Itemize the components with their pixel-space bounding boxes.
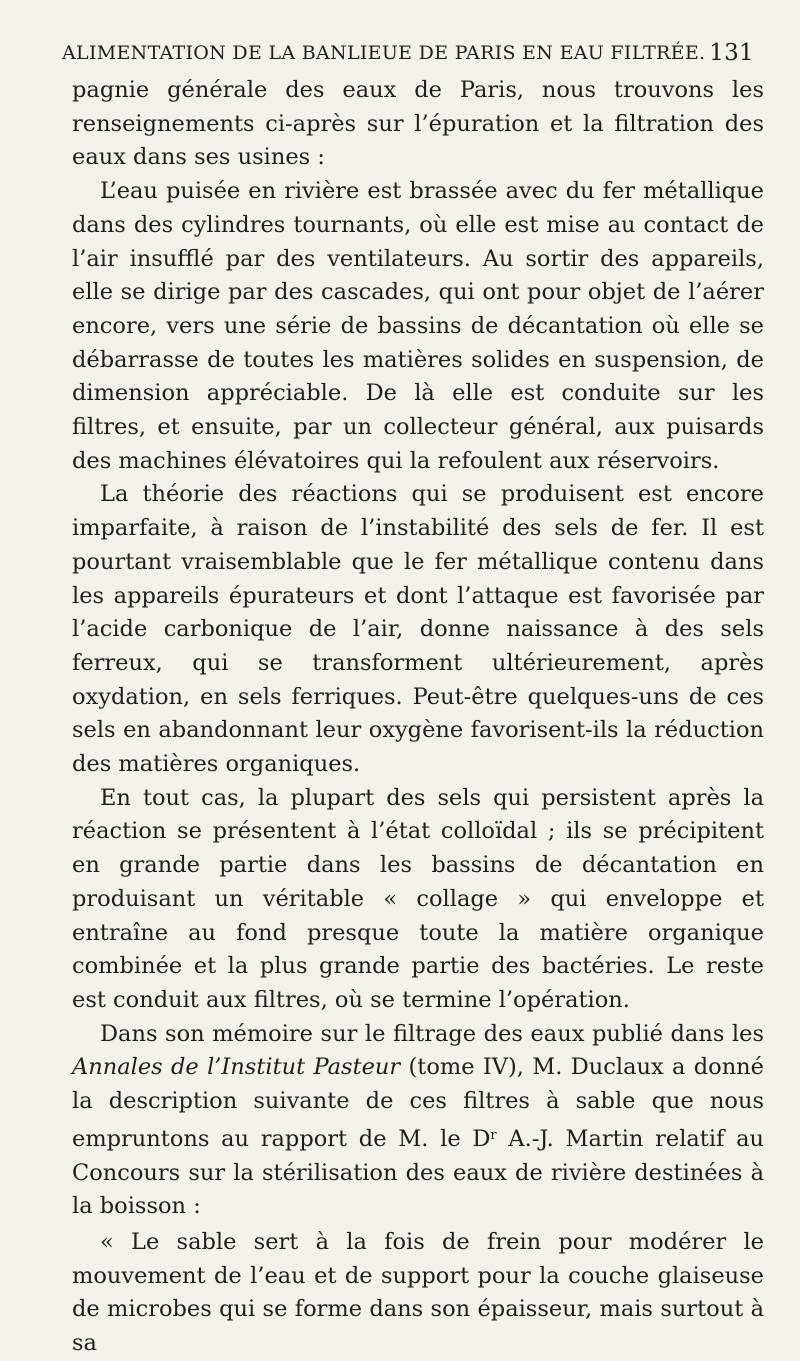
paragraph: En tout cas, la plupart des sels qui persistent après la réaction se présentent à l’état colloïdal ; ils se précipitent en grande partie dans les bassins de décantation en produisant un véritable « collage » qui enveloppe et entraîne au fond presque toute la matière organique combinée et la plus grande partie des bactéries. Le reste est conduit aux filtres, où se termine l’opération. [72, 784, 764, 1013]
paragraph-text: Dans son mémoire sur le filtrage des eaux publié dans les [100, 1020, 764, 1047]
journal-title: Annales de l’Institut Pasteur [72, 1054, 401, 1081]
paragraph [72, 1018, 764, 1224]
page-number: 131 [709, 40, 754, 66]
quotation-paragraph: « Le sable sert à la fois de frein pour modérer le mouvement de l’eau et de support pour la couche glaiseuse de microbes qui se forme dans son épaisseur, mais surtout à sa [72, 1228, 764, 1357]
paragraph: pagnie générale des eaux de Paris, nous trouvons les renseignements ci-après sur l’épuration et la filtration des eaux dans ses usines : [72, 77, 764, 171]
paragraph: L’eau puisée en rivière est brassée avec du fer métallique dans des cylindres tournants, où elle est mise au contact de l’air insufflé par des ventilateurs. Au sortir des appareils, elle se dirige par des cascades, qui ont pour objet de l’aérer encore, vers une série de bassins de décantation où elle se débarrasse de toutes les matières solides en suspension, de dimension appréciable. De là elle est conduite sur les filtres, et ensuite, par un collecteur général, aux puisards des machines élévatoires qui la refoulent aux réservoirs. [72, 178, 764, 474]
paragraph: La théorie des réactions qui se produisent est encore imparfaite, à raison de l’instabilité des sels de fer. Il est pourtant vraisemblable que le fer métallique contenu dans les appareils épurateurs et dont l’attaque est favorisée par l’acide carbonique de l’air, donne naissance à des sels ferreux, qui se transforment ultérieurement, après oxydation, en sels ferriques. Peut-être quelques-uns de ces sels en abandonnant leur oxygène favorisent-ils la réduction des matières organiques. [72, 481, 764, 778]
paragraph-text: (tome IV), M. Duclaux a donné la description suivante de ces filtres à sable que nous empruntons au rapport de M. le D [72, 1054, 764, 1152]
paragraph-text: A.-J. Martin relatif au Concours sur la stérilisation des eaux de rivière destinées à la boisson : [72, 1125, 764, 1220]
superscript: r [490, 1127, 497, 1143]
page-body [72, 74, 764, 1361]
running-title: ALIMENTATION DE LA BANLIEUE DE PARIS EN EAU FILTRÉE. [62, 42, 706, 64]
page-header [62, 32, 762, 68]
